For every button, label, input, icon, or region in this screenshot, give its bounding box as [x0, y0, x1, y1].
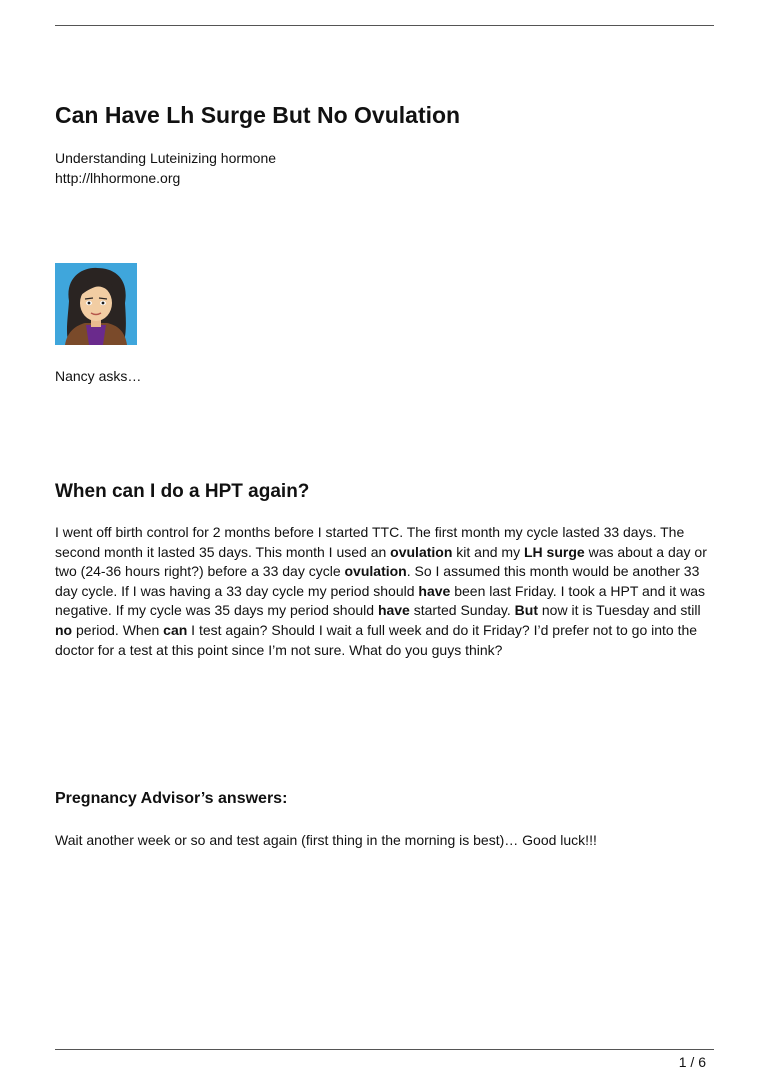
- body-emphasis: have: [377, 602, 410, 619]
- footer-rule: [55, 1049, 714, 1050]
- body-text-segment: now it is Tuesday and still: [538, 602, 701, 619]
- body-emphasis: LH surge: [524, 543, 585, 560]
- header-rule: [55, 25, 714, 26]
- site-url[interactable]: http://lhhormone.org: [55, 170, 181, 186]
- body-emphasis: can: [163, 621, 188, 638]
- body-emphasis: But: [514, 602, 538, 619]
- body-text-segment: was about a day or two (24-36 hours right?) before a 33 day cycle: [55, 543, 707, 580]
- body-text-segment: kit and my: [452, 543, 524, 560]
- body-text-segment: I went off birth control for 2 months before I started TTC. The first month my cycle lasted 33 days. The second month it lasted 35 days. This month I used an: [55, 524, 685, 560]
- body-text-segment: . So I assumed this month would be another 33 day cycle. If I was having a 33 day cycle my period should: [55, 563, 700, 599]
- question-heading: When can I do a HPT again?: [55, 481, 310, 502]
- body-text-segment: period. When: [72, 621, 164, 638]
- body-emphasis: have: [418, 582, 451, 599]
- body-text-segment: started Sunday.: [409, 602, 515, 619]
- page-number: 1 / 6: [678, 1054, 706, 1070]
- site-name: Understanding Luteinizing hormone: [55, 150, 277, 166]
- answer-text: Wait another week or so and test again (first thing in the morning is best)… Good luck!!!: [55, 832, 597, 848]
- cartoon-woman-avatar-icon: [55, 263, 137, 345]
- body-emphasis: ovulation: [344, 563, 407, 580]
- avatar: [55, 263, 137, 345]
- site-info: [55, 148, 276, 188]
- body-emphasis: no: [55, 621, 73, 638]
- body-text-segment: been last Friday. I took a HPT and it was negative. If my cycle was 35 days my period should: [55, 582, 706, 619]
- answers-heading: Pregnancy Advisor’s answers:: [55, 790, 288, 807]
- question-body: [55, 523, 717, 660]
- asker-line: Nancy asks…: [55, 368, 142, 384]
- body-emphasis: ovulation: [390, 543, 453, 560]
- page-title: Can Have Lh Surge But No Ovulation: [55, 102, 461, 128]
- body-text-segment: I test again? Should I wait a full week and do it Friday? I’d prefer not to go into the doctor for a test at this point since I’m not sure. What do you guys think?: [55, 621, 698, 658]
